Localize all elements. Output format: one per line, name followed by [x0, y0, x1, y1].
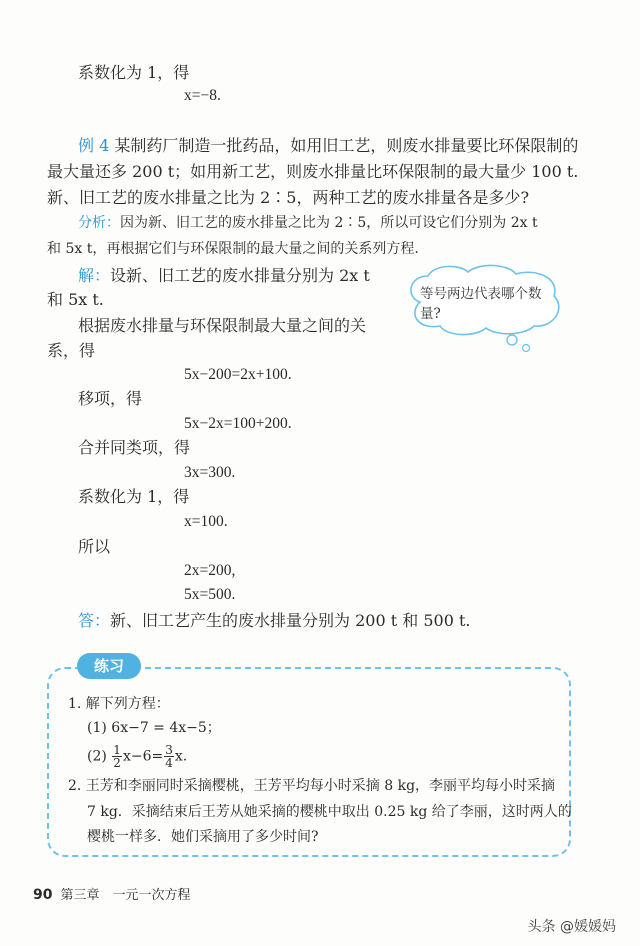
thought-bubble-text: 等号两边代表哪个数量? [420, 286, 542, 322]
equation: 5x=500. [184, 586, 236, 603]
example-line: 新、旧工艺的废水排量之比为 2∶5，两种工艺的废水排量各是多少? [47, 188, 530, 207]
equation-part: x. [174, 748, 188, 765]
practice-tab: 练习 [77, 653, 141, 679]
item-number: (2) [87, 748, 107, 765]
equation: 3x=300. [184, 464, 236, 481]
practice-question: 樱桃一样多．她们采摘用了多少时间? [87, 829, 319, 845]
answer-text: 新、旧工艺产生的废水排量分别为 200 t 和 500 t. [110, 611, 471, 630]
analysis-line [78, 213, 538, 233]
practice-item: (1) 6x−7 = 4x−5； [87, 720, 221, 736]
practice-question: 1. 解下列方程： [68, 696, 170, 712]
practice-item [87, 744, 187, 769]
solution-text: 设新、旧工艺的废水排量分别为 2x t [110, 266, 370, 285]
fraction: $\frac{1}{2}$ [113, 743, 121, 770]
solution-line: 所以 [78, 537, 111, 556]
fraction: $\frac{3}{4}$ [165, 743, 173, 770]
solution-line: 系，得 [47, 341, 96, 360]
example-line: 最大量还多 200 t；如用新工艺，则废水排量比环保限制的最大量少 100 t. [47, 162, 579, 181]
page-number: 90 [33, 887, 53, 903]
practice-question: 7 kg．采摘结束后王芳从她采摘的樱桃中取出 0.25 kg 给了李丽，这时两人的 [87, 804, 572, 820]
solution-label: 解： [78, 266, 111, 285]
example-line [78, 136, 578, 156]
example-label: 例 4 [78, 136, 110, 155]
solution-line: 移项，得 [78, 389, 143, 408]
solution-line: 系数化为 1，得 [78, 487, 190, 506]
analysis-line: 和 5x t，再根据它们与环保限制的最大量之间的关系列方程. [47, 241, 419, 257]
chapter-title: 第三章 一元一次方程 [60, 888, 191, 903]
answer-label: 答： [78, 611, 111, 630]
text-line: 系数化为 1，得 [78, 63, 190, 82]
practice-question: 2. 王芳和李丽同时采摘樱桃，王芳平均每小时采摘 8 kg，李丽平均每小时采摘 [68, 778, 556, 794]
equation-part: x−6= [122, 748, 164, 765]
analysis-text: 因为新、旧工艺的废水排量之比为 2∶5，所以可设它们分别为 2x t [120, 215, 538, 231]
analysis-label: 分析： [78, 215, 120, 231]
watermark: 头条 @媛媛妈 [527, 919, 616, 935]
example-text: 某制药厂制造一批药品，如用旧工艺，则废水排量要比环保限制的 [114, 136, 579, 155]
solution-line: 和 5x t. [47, 290, 104, 309]
equation: 5x−2x=100+200. [184, 415, 292, 432]
page-footer [33, 886, 191, 905]
answer-line [78, 611, 470, 631]
solution-line: 根据废水排量与环保限制最大量之间的关 [78, 316, 367, 335]
thought-bubble [400, 262, 568, 342]
equation: 2x=200, [184, 562, 236, 579]
equation: 5x−200=2x+100. [184, 366, 292, 383]
solution-line: 合并同类项，得 [78, 438, 191, 457]
equation: x=100. [184, 513, 228, 530]
solution-line [78, 266, 370, 286]
equation: x=−8. [184, 87, 221, 104]
